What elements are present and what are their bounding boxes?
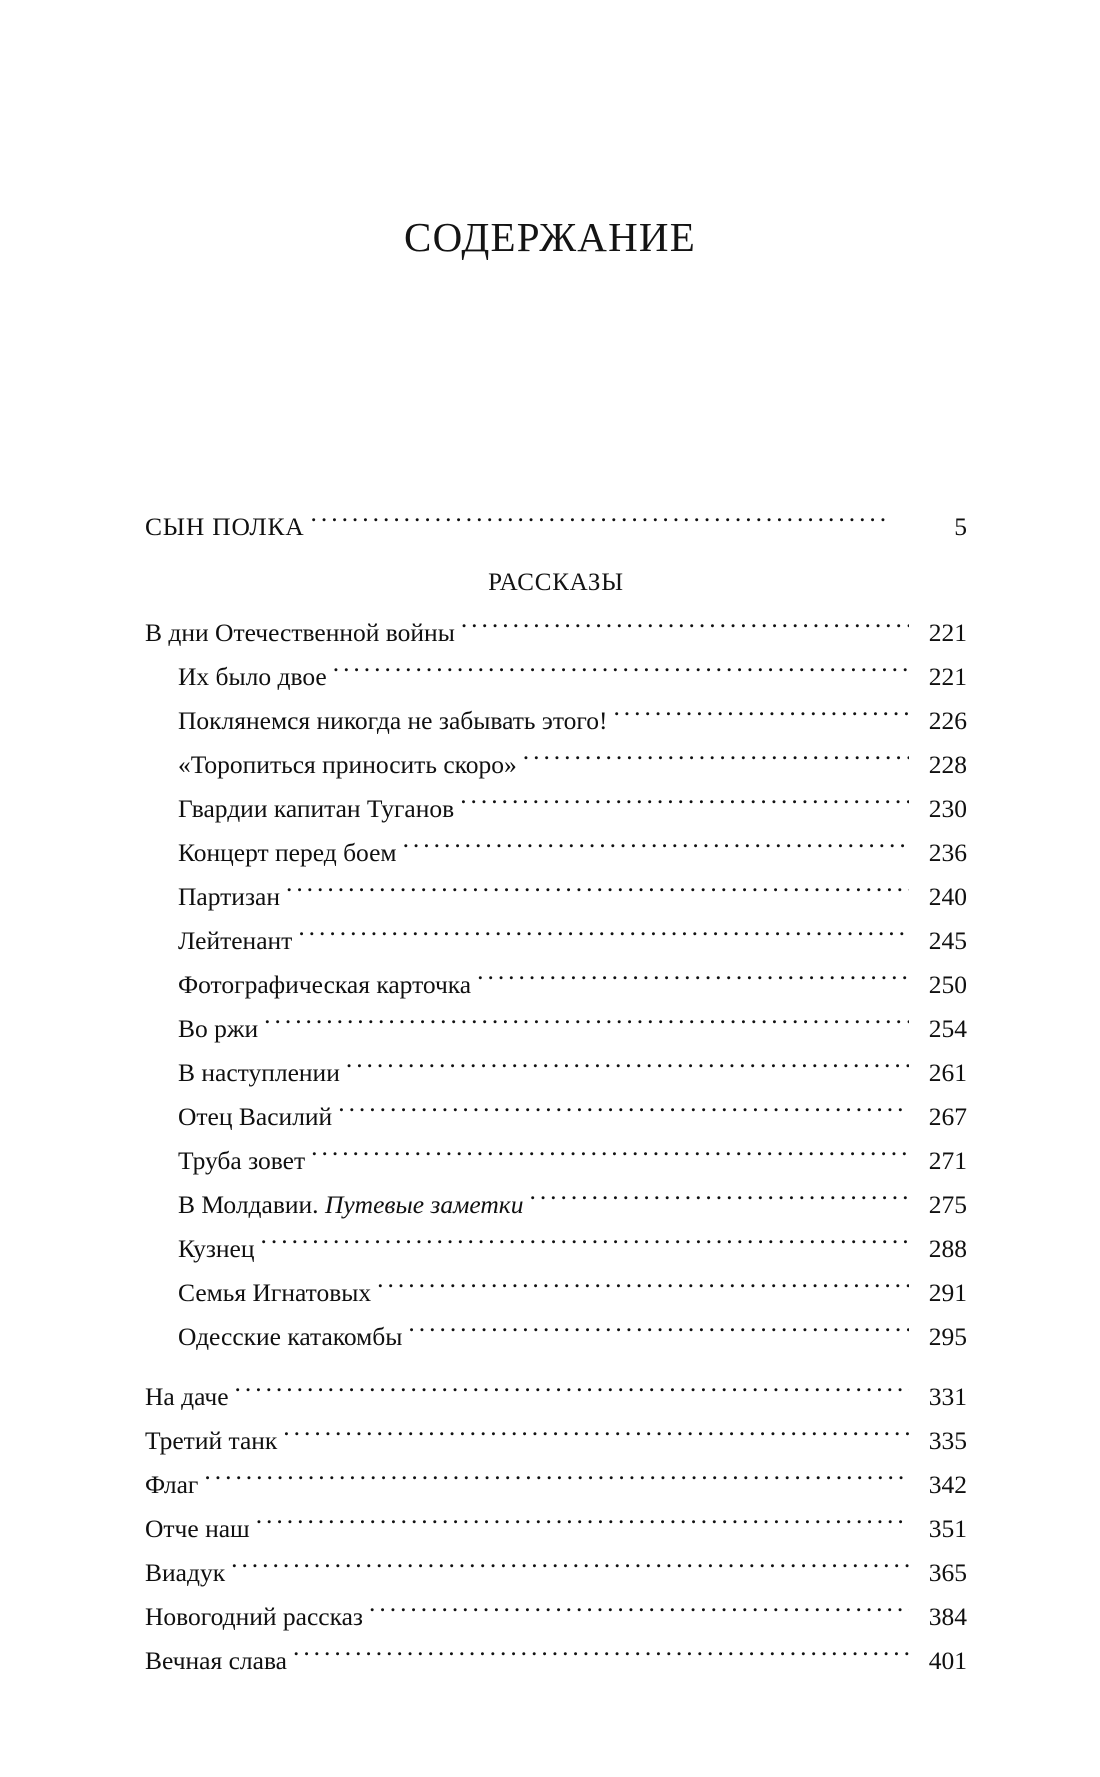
toc-entry[interactable] xyxy=(145,787,967,831)
dot-leader xyxy=(403,836,909,862)
toc-entry[interactable] xyxy=(145,699,967,743)
toc-entry-label: На даче xyxy=(145,1382,229,1411)
toc-entry[interactable] xyxy=(145,1595,967,1639)
toc-entry-label: Фотографическая карточка xyxy=(178,970,472,999)
toc-entry[interactable] xyxy=(145,1551,967,1595)
toc-entry[interactable] xyxy=(145,1227,967,1271)
toc-entry-label: В наступлении xyxy=(178,1058,340,1087)
toc-entry[interactable] xyxy=(145,1271,967,1315)
dot-leader xyxy=(231,1556,909,1582)
dot-leader xyxy=(346,1056,909,1082)
toc-entry-label: Флаг xyxy=(145,1470,199,1499)
toc-entry-page-number: 226 xyxy=(928,706,967,735)
toc-entry[interactable] xyxy=(145,831,967,875)
dot-leader xyxy=(461,616,909,642)
toc-entry[interactable] xyxy=(145,1375,967,1419)
toc-entry-label: В дни Отечественной войны xyxy=(145,618,455,647)
dot-leader xyxy=(338,1100,909,1126)
dot-leader xyxy=(261,1232,909,1258)
dot-leader xyxy=(311,510,885,536)
toc-entry[interactable] xyxy=(145,963,967,1007)
toc-entry-page-number: 267 xyxy=(928,1102,967,1131)
toc-entry-label: Поклянемся никогда не забывать этого! xyxy=(178,706,608,735)
toc-entry[interactable] xyxy=(145,919,967,963)
toc-entry[interactable] xyxy=(145,875,967,919)
dot-leader xyxy=(283,1424,909,1450)
toc-entry-page-number: 230 xyxy=(928,794,967,823)
toc-entry-label: Кузнец xyxy=(178,1234,255,1263)
toc-entry-page-number: 221 xyxy=(928,618,967,647)
toc-entry-major[interactable] xyxy=(145,505,967,549)
toc-entry-page-number: 221 xyxy=(928,662,967,691)
toc-entry-page-number: 288 xyxy=(928,1234,967,1263)
toc-entry-page-number: 240 xyxy=(928,882,967,911)
dot-leader xyxy=(235,1380,909,1406)
dot-leader xyxy=(460,792,909,818)
toc-entry-page-number: 331 xyxy=(928,1382,967,1411)
dot-leader xyxy=(523,748,909,774)
dot-leader xyxy=(408,1320,909,1346)
toc-entry-page-number: 250 xyxy=(928,970,967,999)
toc-entry[interactable] xyxy=(145,1315,967,1359)
toc-entry-page-number: 384 xyxy=(928,1602,967,1631)
toc-list xyxy=(145,505,967,1683)
toc-section-heading: РАССКАЗЫ xyxy=(488,569,624,596)
toc-entry[interactable] xyxy=(145,1419,967,1463)
toc-entry-page-number: 365 xyxy=(928,1558,967,1587)
toc-entry[interactable] xyxy=(145,1095,967,1139)
toc-entry-label: СЫН ПОЛКА xyxy=(145,512,305,541)
toc-entry-label: Новогодний рассказ xyxy=(145,1602,364,1631)
toc-entry-label: Их было двое xyxy=(178,662,327,691)
toc-entry-page-number: 351 xyxy=(928,1514,967,1543)
dot-leader xyxy=(293,1644,909,1670)
toc-entry[interactable] xyxy=(145,1463,967,1507)
toc-entry-label: Виадук xyxy=(145,1558,226,1587)
page-title: СОДЕРЖАНИЕ xyxy=(404,214,696,261)
toc-entry-label: Лейтенант xyxy=(178,926,293,955)
toc-entry-label: В Молдавии. Путевые заметки xyxy=(178,1190,524,1219)
toc-entry-page-number: 291 xyxy=(928,1278,967,1307)
toc-entry[interactable] xyxy=(145,1051,967,1095)
dot-leader xyxy=(298,924,909,950)
toc-entry-label: Одесские катакомбы xyxy=(178,1322,403,1351)
dot-leader xyxy=(264,1012,909,1038)
toc-entry-label: Отче наш xyxy=(145,1514,250,1543)
dot-leader xyxy=(333,660,909,686)
toc-entry-label-italic: Путевые заметки xyxy=(324,1190,524,1219)
dot-leader xyxy=(377,1276,909,1302)
toc-entry-label: Партизан xyxy=(178,882,280,911)
toc-entry[interactable] xyxy=(145,611,967,655)
dot-leader xyxy=(311,1144,909,1170)
toc-entry-page-number: 245 xyxy=(928,926,967,955)
toc-entry[interactable] xyxy=(145,1639,967,1683)
toc-entry-page-number: 335 xyxy=(928,1426,967,1455)
dot-leader xyxy=(477,968,909,994)
toc-entry-page-number: 236 xyxy=(928,838,967,867)
toc-entry[interactable] xyxy=(145,1183,967,1227)
toc-entry-page-number: 254 xyxy=(928,1014,967,1043)
toc-entry-group xyxy=(145,611,967,1683)
dot-leader xyxy=(204,1468,909,1494)
toc-entry-page-number: 295 xyxy=(928,1322,967,1351)
toc-entry-label: Семья Игнатовых xyxy=(178,1278,372,1307)
toc-entry-label: «Торопиться приносить скоро» xyxy=(178,750,517,779)
toc-entry[interactable] xyxy=(145,1007,967,1051)
toc-entry[interactable] xyxy=(145,655,967,699)
toc-entry-page-number: 271 xyxy=(928,1146,967,1175)
toc-entry-page-number: 401 xyxy=(928,1646,967,1675)
toc-entry-label: Гвардии капитан Туганов xyxy=(178,794,455,823)
toc-entry-label: Третий танк xyxy=(145,1426,278,1455)
dot-leader xyxy=(613,704,909,730)
toc-entry-label: Концерт перед боем xyxy=(178,838,397,867)
dot-leader xyxy=(256,1512,909,1538)
dot-leader xyxy=(529,1188,909,1214)
toc-entry-label: Во ржи xyxy=(178,1014,259,1043)
toc-entry-label: Труба зовет xyxy=(178,1146,306,1175)
toc-entry-page-number: 342 xyxy=(928,1470,967,1499)
toc-entry-label: Вечная слава xyxy=(145,1646,287,1675)
toc-entry-page-number: 275 xyxy=(928,1190,967,1219)
toc-entry-page-number: 5 xyxy=(954,512,967,541)
toc-entry[interactable] xyxy=(145,1507,967,1551)
dot-leader xyxy=(369,1600,909,1626)
toc-entry[interactable] xyxy=(145,1139,967,1183)
toc-entry-label: Отец Василий xyxy=(178,1102,333,1131)
toc-entry[interactable] xyxy=(145,743,967,787)
toc-entry-page-number: 261 xyxy=(928,1058,967,1087)
toc-entry-page-number: 228 xyxy=(928,750,967,779)
dot-leader xyxy=(286,880,909,906)
